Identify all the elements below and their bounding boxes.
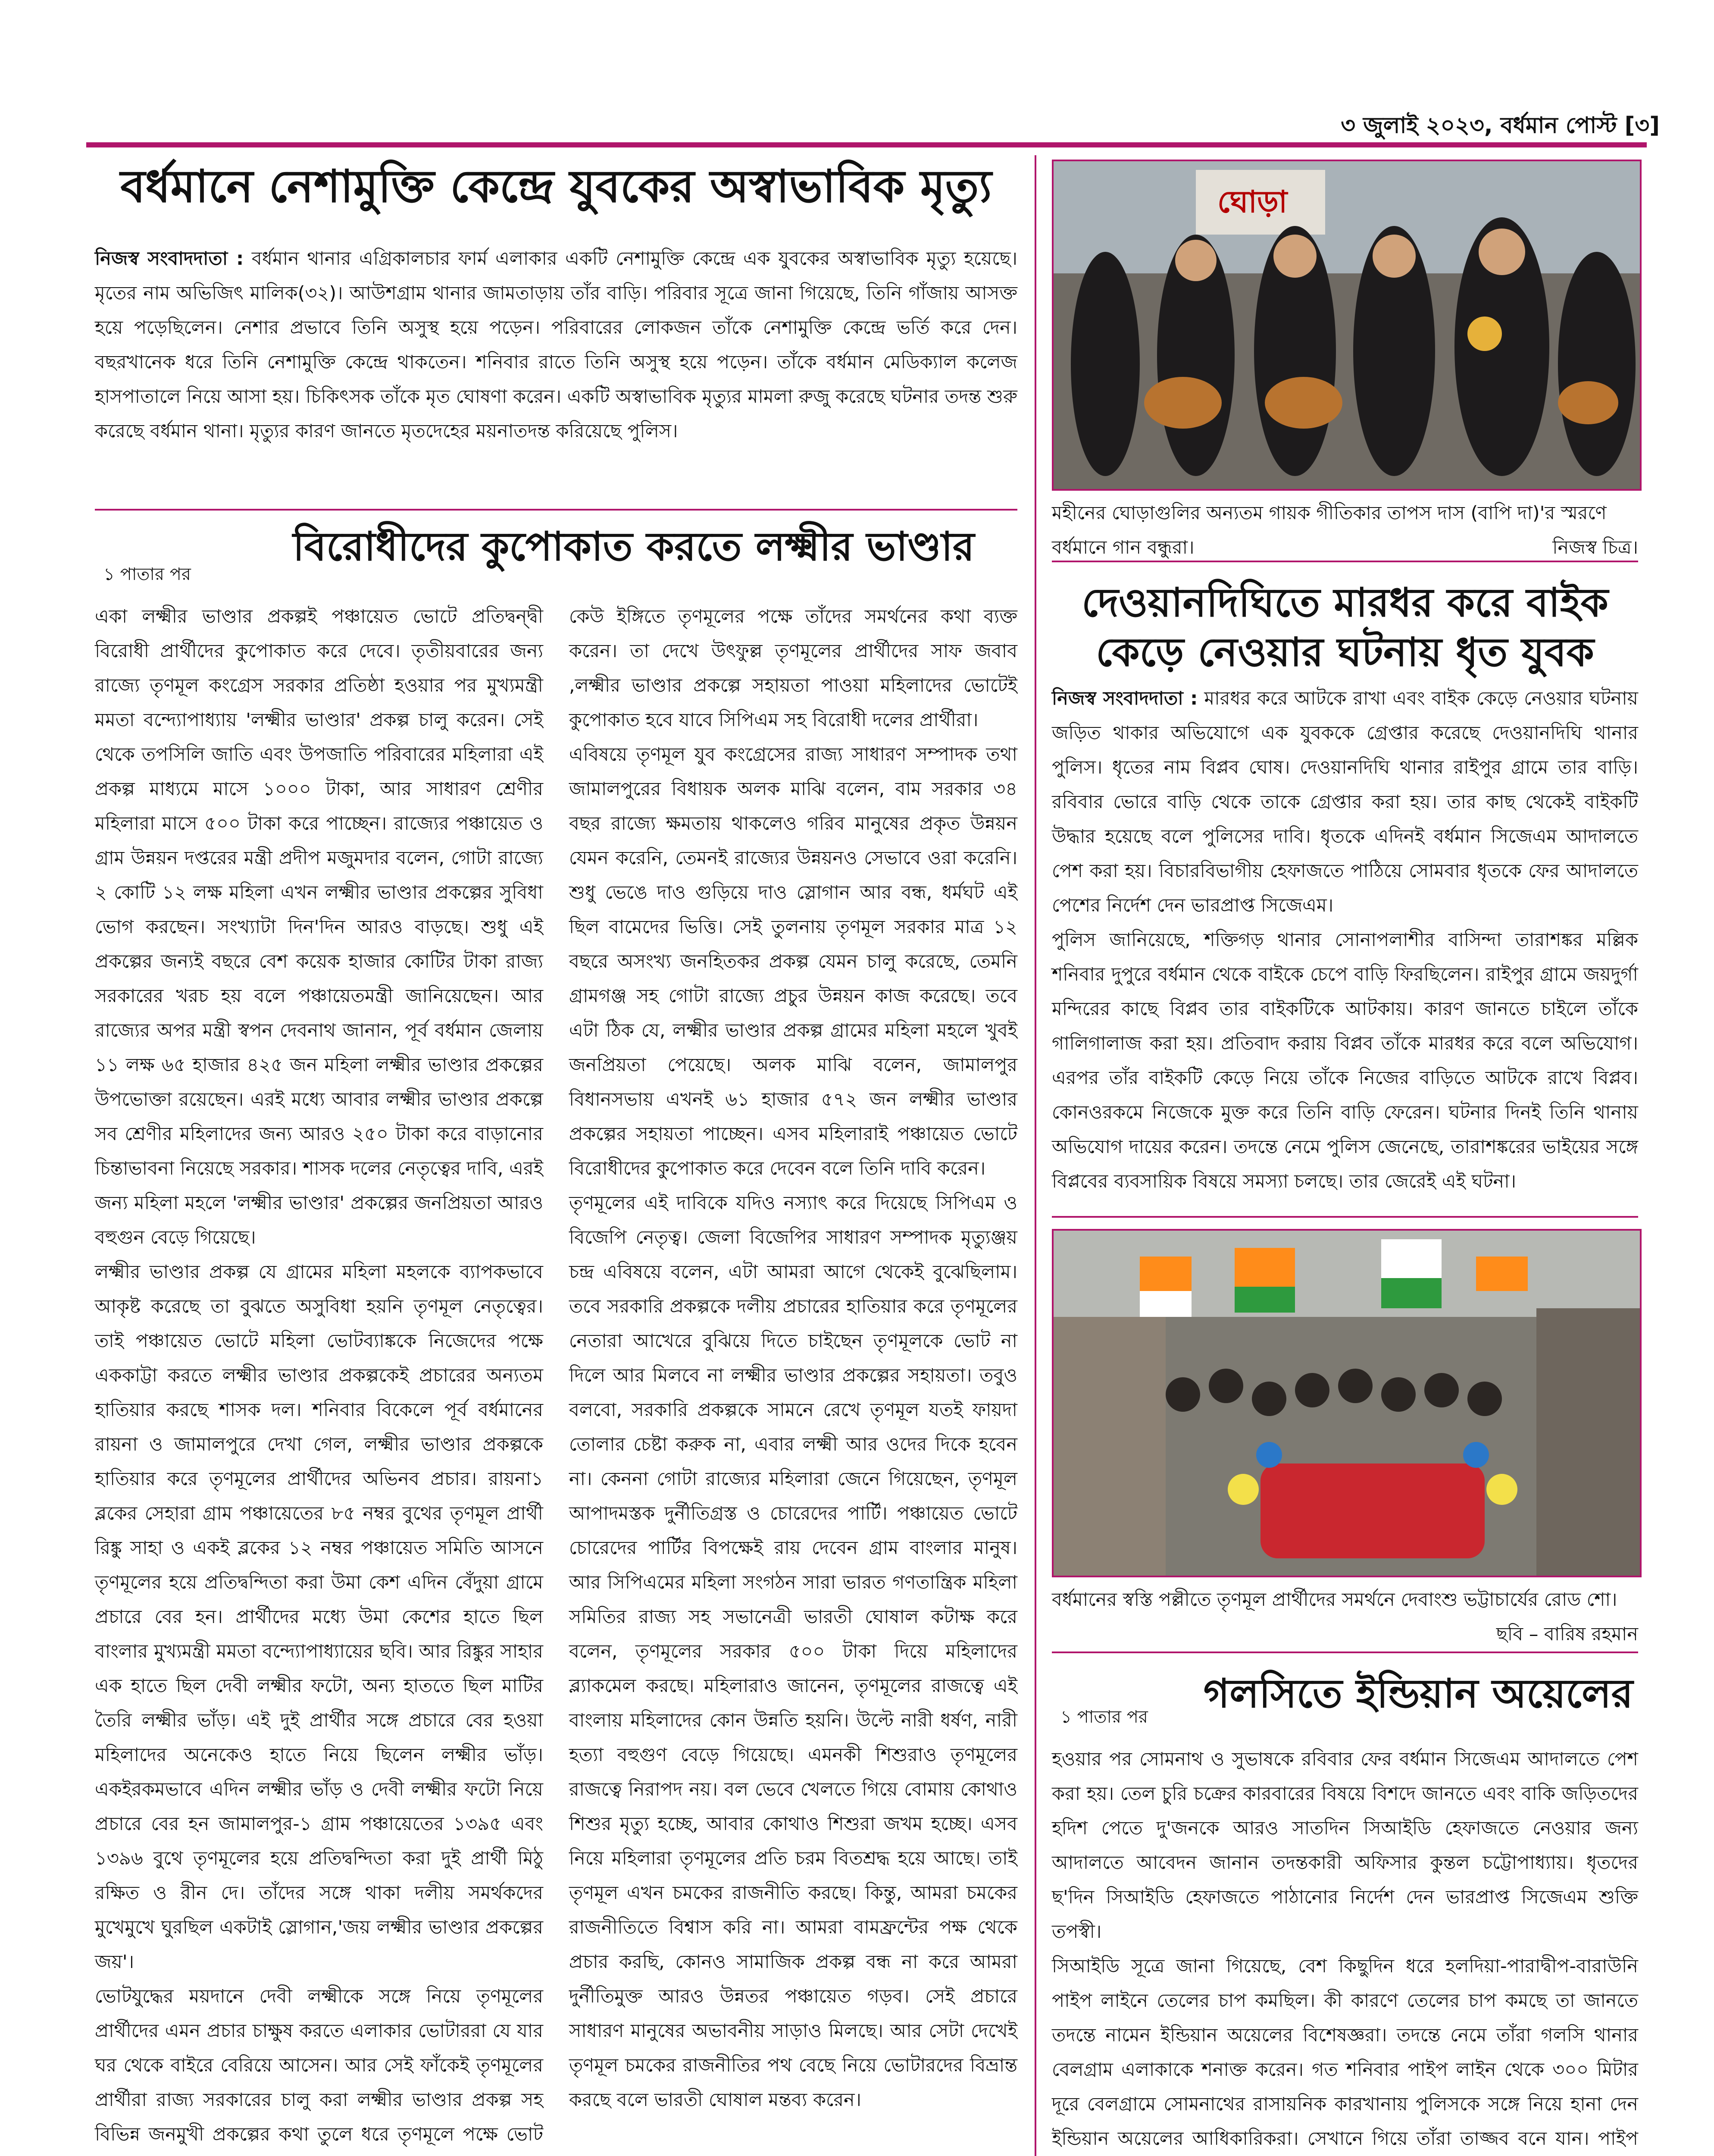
page-date-line: ৩ জুলাই ২০২৩, বর্ধমান পোস্ট [৩] <box>1341 113 1660 138</box>
photo-singers-image <box>1054 161 1640 489</box>
story1-body <box>95 241 1017 448</box>
story2-col2-para: তৃণমূলের এই দাবিকে যদিও নস্যাৎ করে দিয়েছে সিপিএম ও বিজেপি নেতৃত্ব। জেলা বিজেপির সাধারণ সম্পাদক মৃত্যুঞ্জয় চন্দ্র এবিষয়ে বলেন, এটা আমরা আগে থেকেই বুঝেছিলাম। তবে সরকারি প্রকল্পকে দলীয় প্রচারের হাতিয়ার করে তৃণমূলের নেতারা আখেরে বুঝিয়ে দিতে চাইছেন তৃণমূলকে ভোট না দিলে আর মিলবে না লক্ষ্মীর ভাণ্ডার প্রকল্পের সহায়তা। তবুও বলবো, সরকারি প্রকল্পকে সামনে রেখে তৃণমূল যতই ফায়দা তোলার চেষ্টা করুক না, এবার লক্ষ্মী আর ওদের দিকে হবেন না। কেননা গোটা রাজ্যের মহিলারা জেনে গিয়েছেন, তৃণমূল আপাদমস্তক দুর্নীতিগ্রস্ত ও চোরেদের পার্টি। পঞ্চায়েত ভোটে চোরেদের পার্টির বিপক্ষেই রায় দেবেন গ্রাম বাংলার মানুষ। আর সিপিএমের মহিলা সংগঠন সারা ভারত গণতান্ত্রিক মহিলা সমিতির রাজ্য সহ সভানেত্রী ভারতী ঘোষাল কটাক্ষ করে বলেন, তৃণমূলের সরকার ৫০০ টাকা দিয়ে মহিলাদের ব্ল্যাকমেল করছে। মহিলারাও জানেন, তৃণমূলের রাজত্বে এই বাংলায় মহিলাদের কোন উন্নতি হয়নি। উল্টে নারী ধর্ষণ, নারী হত্যা বহুগুণ বেড়ে গিয়েছে। এমনকী শিশুরাও তৃণমূলের রাজত্বে নিরাপদ নয়। বল ভেবে খেলতে গিয়ে বোমায় কোথাও শিশুর মৃত্যু হচ্ছে, আবার কোথাও শিশুরা জখম হচ্ছে। এসব নিয়ে মহিলারা তৃণমূলের প্রতি চরম বিতশ্রদ্ধ হয়ে আছে। তাই তৃণমূল এখন চমকের রাজনীতি করছে। কিন্তু, আমরা চমকের রাজনীতিতে বিশ্বাস করি না। আমরা বামফ্রন্টের পক্ষ থেকে প্রচার করছি, কোনও সামাজিক প্রকল্প বন্ধ না করে আমরা দুর্নীতিমুক্ত আরও উন্নতর পঞ্চায়েত গড়ব। সেই প্রচারে সাধারণ মানুষের অভাবনীয় সাড়াও মিলছে। আর সেটা দেখেই তৃণমূল চমকের রাজনীতির পথ বেছে নিয়ে ভোটারদের বিভ্রান্ত করছে বলে ভারতী ঘোষাল মন্তব্য করেন। <box>569 1192 1017 2111</box>
story2-col1-para: ভোটযুদ্ধের ময়দানে দেবী লক্ষ্মীকে সঙ্গে নিয়ে তৃণমূলের প্রার্থীদের এমন প্রচার চাক্ষুষ করতে এলাকার ভোটাররা যে যার ঘর থেকে বাইরে বেরিয়ে আসেন। আর সেই ফাঁকেই তৃণমূলের প্রার্থীরা রাজ্য সরকারের চালু করা লক্ষ্মীর ভাণ্ডার প্রকল্প সহ বিভিন্ন জনমুখী প্রকল্পের কথা তুলে ধরে তৃণমূলে পক্ষে ভোট <box>95 1986 543 2145</box>
photo2-bottom-rule <box>1052 1651 1638 1653</box>
photo-roadshow <box>1052 1229 1642 1577</box>
photo1-bottom-rule <box>1052 561 1638 562</box>
story2-headline: বিরোধীদের কুপোকাত করতে লক্ষ্মীর ভাণ্ডার <box>293 523 975 570</box>
photo-roadshow-credit: ছবি – বারিষ রহমান <box>1496 1623 1638 1645</box>
photo-roadshow-image <box>1054 1231 1640 1576</box>
story2-col1-para: লক্ষ্মীর ভাণ্ডার প্রকল্প যে গ্রামের মহিলা মহলকে ব্যাপকভাবে আকৃষ্ট করেছে তা বুঝতে অসুবিধা হয়নি তৃণমূল নেতৃত্বের। তাই পঞ্চায়েত ভোটে মহিলা ভোটব্যাঙ্ককে নিজেদের পক্ষে এককাট্টা করতে লক্ষ্মীর ভাণ্ডার প্রকল্পকেই প্রচারের অন্যতম হাতিয়ার করছে শাসক দল। শনিবার বিকেলে পূর্ব বর্ধমানের রায়না ও জামালপুরে দেখা গেল, লক্ষ্মীর ভাণ্ডার প্রকল্পকে হাতিয়ার করে তৃণমূলের প্রার্থীদের অভিনব প্রচার। রায়না১ ব্লকের সেহারা গ্রাম পঞ্চায়েতের ৮৫ নম্বর বুথের তৃণমূল প্রার্থী রিঙ্কু সাহা ও একই ব্লকের ১২ নম্বর পঞ্চায়েত সমিতি আসনে তৃণমূলের হয়ে প্রতিদ্বন্দিতা করা উমা কেশ এদিন বেঁদুয়া গ্রামে প্রচারে বের হন। প্রার্থীদের মধ্যে উমা কেশের হাতে ছিল বাংলার মুখ্যমন্ত্রী মমতা বন্দ্যোপাধ্যায়ের ছবি। আর রিঙ্কুর সাহার এক হাতে ছিল দেবী লক্ষ্মীর ফটো, অন্য হাততে ছিল মাটির তৈরি লক্ষ্মীর ভাঁড়। এই দুই প্রার্থীর সঙ্গে প্রচারে বের হওয়া মহিলাদের অনেকেও হাতে নিয়ে ছিলেন লক্ষ্মীর ভাঁড়। একইরকমভাবে এদিন লক্ষ্মীর ভাঁড় ও দেবী লক্ষ্মীর ফটো নিয়ে প্রচারে বের হন জামালপুর-১ গ্রাম পঞ্চায়েতের ১৩৯৫ এবং ১৩৯৬ বুথে তৃণমূলের হয়ে প্রতিদ্বন্দিতা করা দুই প্রার্থী মিঠু রক্ষিত ও রীন দে। তাঁদের সঙ্গে থাকা দলীয় সমর্থকদের মুখেমুখে ঘুরছিল একটাই স্লোগান,'জয় লক্ষ্মীর ভাণ্ডার প্রকল্পের জয়'। <box>95 1261 543 1973</box>
story2-col1-para: একা লক্ষ্মীর ভাণ্ডার প্রকল্পই পঞ্চায়েত ভোটে প্রতিদ্বন্দ্বী বিরোধী প্রার্থীদের কুপোকাত করে দেবে। তৃতীয়বারের জন্য রাজ্যে তৃণমূল কংগ্রেস সরকার প্রতিষ্ঠা হওয়ার পর মুখ্যমন্ত্রী মমতা বন্দ্যোপাধ্যায় 'লক্ষ্মীর ভাণ্ডার' প্রকল্প চালু করেন। সেই থেকে তপসিলি জাতি এবং উপজাতি পরিবারের মহিলারা এই প্রকল্প মাধ্যমে মাসে ১০০০ টাকা, আর সাধারণ শ্রেণীর মহিলারা মাসে ৫০০ টাকা করে পাচ্ছেন। রাজ্যের পঞ্চায়েত ও গ্রাম উন্নয়ন দপ্তরের মন্ত্রী প্রদীপ মজুমদার বলেন, গোটা রাজ্যে ২ কোটি ১২ লক্ষ মহিলা এখন লক্ষ্মীর ভাণ্ডার প্রকল্পের সুবিধা ভোগ করছেন। সংখ্যাটা দিন'দিন আরও বাড়ছে। শুধু এই প্রকল্পের জন্যই বছরে বেশ কয়েক হাজার কোটির টাকা রাজ্য সরকারের খরচ হয় বলে পঞ্চায়েতমন্ত্রী জানিয়েছেন। আর রাজ্যের অপর মন্ত্রী স্বপন দেবনাথ জানান, পূর্ব বর্ধমান জেলায় ১১ লক্ষ ৬৫ হাজার ৪২৫ জন মহিলা লক্ষ্মীর ভাণ্ডার প্রকল্পের উপভোক্তা রয়েছেন। এরই মধ্যে আবার লক্ষ্মীর ভাণ্ডার প্রকল্পে সব শ্রেণীর মহিলাদের জন্য আরও ২৫০ টাকা করে বাড়ানোর চিন্তাভাবনা নিয়েছে সরকার। শাসক দলের নেতৃত্বের দাবি, এরই জন্য মহিলা মহলে 'লক্ষ্মীর ভাণ্ডার' প্রকল্পের জনপ্রিয়তা আরও বহুগুন বেড়ে গিয়েছে। <box>95 606 543 1248</box>
story4-body <box>1052 1742 1638 2156</box>
column-divider <box>1035 155 1036 2156</box>
story3-body <box>1052 681 1638 1199</box>
story2-col2-para: এবিষয়ে তৃণমূল যুব কংগ্রেসের রাজ্য সাধারণ সম্পাদক তথা জামালপুরের বিধায়ক অলক মাঝি বলেন, বাম সরকার ৩৪ বছর রাজ্যে ক্ষমতায় থাকলেও গরিব মানুষের প্রকৃত উন্নয়ন যেমন করেনি, তেমনই রাজ্যের উন্নয়নও সেভাবে ওরা করেনি। শুধু ভেঙে দাও গুড়িয়ে দাও স্লোগান আর বন্ধ, ধর্মঘট এই ছিল বামেদের ভিত্তি। সেই তুলনায় তৃণমূল সরকার মাত্র ১২ বছরে অসংখ্য জনহিতকর প্রকল্প যেমন চালু করেছে, তেমনি গ্রামগঞ্জ সহ গোটা রাজ্যে প্রচুর উন্নয়ন কাজ করেছে। তবে এটা ঠিক যে, লক্ষ্মীর ভাণ্ডার প্রকল্প গ্রামের মহিলা মহলে খুবই জনপ্রিয়তা পেয়েছে। অলক মাঝি বলেন, জামালপুর বিধানসভায় এখনই ৬১ হাজার ৫৭২ জন লক্ষ্মীর ভাণ্ডার প্রকল্পের সহায়তা পাচ্ছেন। এসব মহিলারাই পঞ্চায়েত ভোটে বিরোধীদের কুপোকাত করে দেবেন বলে তিনি দাবি করেন। <box>569 744 1017 1179</box>
photo-singers-banner: ঘোড়া <box>1217 184 1288 219</box>
story3-para: পুলিস জানিয়েছে, শক্তিগড় থানার সোনাপলাশীর বাসিন্দা তারাশঙ্কর মল্লিক শনিবার দুপুরে বর্ধমান থেকে বাইকে চেপে বাড়ি ফিরছিলেন। রাইপুর গ্রামে জয়দুর্গা মন্দিরের কাছে বিপ্লব তার বাইকটিকে আটকায়। কারণ জানতে চাইলে তাঁকে গালিগালাজ করা হয়। প্রতিবাদ করায় বিপ্লব তাঁকে মারধর করে বলে অভিযোগ। এরপর তাঁর বাইকটি কেড়ে নিয়ে তাঁকে নিজের বাড়িতে আটকে রাখে বিপ্লব। কোনওরকমে নিজেকে মুক্ত করে তিনি বাড়ি ফেরেন। ঘটনার দিনই তিনি থানায় অভিযোগ দায়ের করেন। তদন্তে নেমে পুলিস জেনেছে, তারাশঙ্করের ভাইয়ের সঙ্গে বিপ্লবের ব্যবসায়িক বিষয়ে সমস্যা চলছে। তার জেরেই এই ঘটনা। <box>1052 929 1638 1192</box>
story3-headline: দেওয়ানদিঘিতে মারধর করে বাইক কেড়ে নেওয়ার ঘটনায় ধৃত যুবক <box>1082 580 1608 675</box>
story2-continued: ১ পাতার পর <box>103 564 191 584</box>
story3-byline: নিজস্ব সংবাদদাতা : <box>1052 688 1198 709</box>
story4-headline: গলসিতে ইন্ডিয়ান অয়েলের <box>1203 1670 1633 1717</box>
story2-column-1 <box>95 599 543 2156</box>
photo-roadshow-caption-text: বর্ধমানের স্বস্তি পল্লীতে তৃণমূল প্রার্থীদের সমর্থনে দেবাংশু ভট্টাচার্যের রোড শো। <box>1052 1589 1617 1611</box>
story2-column-2 <box>569 599 1017 2117</box>
story2-col2-para: কেউ ইঙ্গিতে তৃণমূলের পক্ষে তাঁদের সমর্থনের কথা ব্যক্ত করেন। তা দেখে উৎফুল্ল তৃণমূলের প্রার্থীদের সাফ জবাব ,লক্ষ্মীর ভাণ্ডার প্রকল্পে সহায়তা পাওয়া মহিলাদের ভোটেই কুপোকাত হবে যাবে সিপিএম সহ বিরোধী দলের প্রার্থীরা। <box>569 606 1017 731</box>
story4-para: সিআইডি সূত্রে জানা গিয়েছে, বেশ কিছুদিন ধরে হলদিয়া-পারাদ্বীপ-বারাউনি পাইপ লাইনে তেলের চাপ কমছিল। কী কারণে তেলের চাপ কমছে তা জানতে তদন্তে নামেন ইন্ডিয়ান অয়েলের বিশেষজ্ঞরা। তদন্তে নেমে তাঁরা গলসি থানার বেলগ্রাম এলাকাকে শনাক্ত করেন। গত শনিবার পাইপ লাইন থেকে ৩০০ মিটার দূরে বেলগ্রামে সোমনাথের রাসায়নিক কারখানায় পুলিসকে সঙ্গে নিয়ে হানা দেন ইন্ডিয়ান অয়েলের আধিকারিকরা। সেখানে গিয়ে তাঁরা তাজ্জব বনে যান। পাইপ <box>1052 1955 1638 2150</box>
photo-singers-credit: নিজস্ব চিত্র। <box>1552 537 1638 558</box>
photo-singers-caption <box>1052 496 1638 565</box>
photo-singers-caption-text: মহীনের ঘোড়াগুলির অন্যতম গায়ক গীতিকার তাপস দাস (বাপি দা)'র স্মরণে বর্ধমানে গান বন্ধুরা। <box>1052 502 1607 558</box>
story4-para: হওয়ার পর সোমনাথ ও সুভাষকে রবিবার ফের বর্ধমান সিজেএম আদালতে পেশ করা হয়। তেল চুরি চক্রের কারবারের বিষয়ে বিশদে জানতে এবং বাকি জড়িতদের হদিশ পেতে দু'জনকে আরও সাতদিন সিআইডি হেফাজতে নেওয়ার জন্য আদালতে আবেদন জানান তদন্তকারী অফিসার কুন্তল চট্টোপাধ্যায়। ধৃতদের ছ'দিন সিআইডি হেফাজতে পাঠানোর নির্দেশ দেন ভারপ্রাপ্ত সিজেএম শুক্তি তপস্বী। <box>1052 1749 1638 1943</box>
photo-singers <box>1052 160 1642 491</box>
story3-bottom-rule <box>1052 1216 1638 1218</box>
photo-roadshow-caption <box>1052 1583 1638 1651</box>
story1-bottom-rule <box>95 509 1017 511</box>
header-rule <box>86 142 1647 147</box>
story1-text: বর্ধমান থানার এগ্রিকালচার ফার্ম এলাকার একটি নেশামুক্তি কেন্দ্রে এক যুবকের অস্বাভাবিক মৃত্যু হয়েছে। মৃতের নাম অভিজিৎ মালিক(৩২)। আউশগ্রাম থানার জামতাড়ায় তাঁর বাড়ি। পরিবার সূত্রে জানা গিয়েছে, তিনি গাঁজায় আসক্ত হয়ে পড়েছিলেন। নেশার প্রভাবে তিনি অসুস্থ হয়ে পড়েন। পরিবারের লোকজন তাঁকে নেশামুক্তি কেন্দ্রে ভর্তি করে দেন। বছরখানেক ধরে তিনি নেশামুক্তি কেন্দ্রে থাকতেন। শনিবার রাতে তিনি অসুস্থ হয়ে পড়েন। তাঁকে বর্ধমান মেডিক্যাল কলেজ হাসপাতালে নিয়ে আসা হয়। চিকিৎসক তাঁকে মৃত ঘোষণা করেন। একটি অস্বাভাবিক মৃত্যুর মামলা রুজু করেছে ঘটনার তদন্ত শুরু করেছে বর্ধমান থানা। মৃত্যুর কারণ জানতে মৃতদেহের ময়নাতদন্ত করিয়েছে পুলিস। <box>95 248 1017 442</box>
story1-headline: বর্ধমানে নেশামুক্তি কেন্দ্রে যুবকের অস্বাভাবিক মৃত্যু <box>120 160 992 213</box>
story1-byline: নিজস্ব সংবাদদাতা : <box>95 248 244 270</box>
story3-text: মারধর করে আটকে রাখা এবং বাইক কেড়ে নেওয়ার ঘটনায় জড়িত থাকার অভিযোগে এক যুবককে গ্রেপ্তার করেছে দেওয়ানদিঘি থানার পুলিস। ধৃতের নাম বিপ্লব ঘোষ। দেওয়ানদিঘি থানার রাইপুর গ্রামে তার বাড়ি। রবিবার ভোরে বাড়ি থেকে তাকে গ্রেপ্তার করা হয়। তার কাছ থেকেই বাইকটি উদ্ধার হয়েছে বলে পুলিসের দাবি। ধৃতকে এদিনই বর্ধমান সিজেএম আদালতে পেশ করা হয়। বিচারবিভাগীয় হেফাজতে পাঠিয়ে সোমবার ধৃতকে ফের আদালতে পেশের নির্দেশ দেন ভারপ্রাপ্ত সিজেএম। <box>1052 688 1638 916</box>
story4-continued: ১ পাতার পর <box>1060 1707 1148 1727</box>
